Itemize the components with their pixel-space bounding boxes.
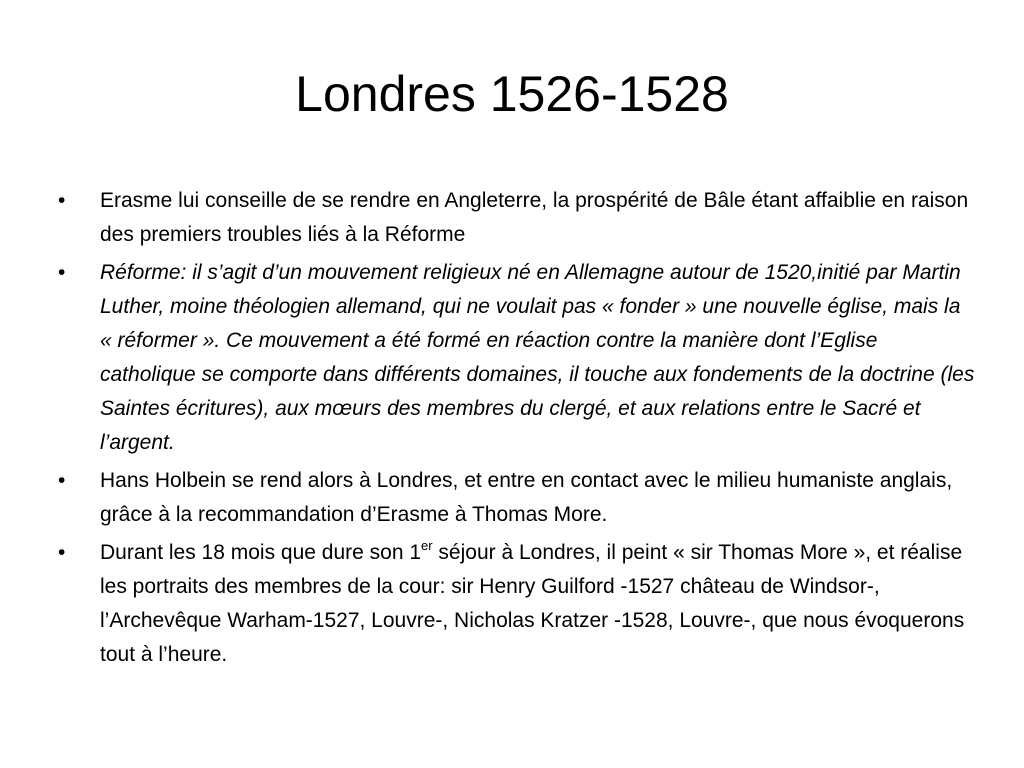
bullet-text: Erasme lui conseille de se rendre en Angleterre, la prospérité de Bâle étant affaiblie en raison des premiers troubles liés à la Réforme: [100, 189, 969, 246]
bullet-item-holbein: [56, 464, 976, 532]
bullet-text: Réforme: il s’agit d’un mouvement religieux né en Allemagne autour de 1520,initié par Martin Luther, moine théologien allemand, qui ne voulait pas « fonder » une nouvelle église, mais la « réformer ». Ce mouvement a été formé en réaction contre la manière dont l’Eglise catholique se comporte dans différents domaines, il touche aux fondements de la doctrine (les Saintes écritures), aux mœurs des membres du clergé, et aux relations entre le Sacré et l’argent.: [100, 261, 975, 454]
bullet-list: [56, 184, 976, 676]
bullet-icon: •: [58, 189, 66, 212]
bullet-icon: •: [58, 261, 66, 284]
slide-title: Londres 1526-1528: [295, 66, 729, 122]
bullet-item-erasme: [56, 184, 976, 252]
bullet-icon: •: [58, 469, 66, 492]
ordinal-superscript: er: [421, 538, 433, 553]
bullet-text-after: séjour à Londres, il peint « sir Thomas More », et réalise les portraits des membres de la cour: sir Henry Guilford -1527 château de Windsor-, l’Archevêque Warham-1527, Louvre-, Nicholas Kratzer -1528, Louvre-, que nous évoquerons tout à l’heure.: [100, 541, 965, 666]
bullet-text: [100, 538, 965, 666]
bullet-item-reforme: [56, 256, 976, 460]
bullet-icon: •: [58, 541, 66, 564]
bullet-text-before: Durant les 18 mois que dure son 1: [100, 541, 422, 564]
bullet-text: Hans Holbein se rend alors à Londres, et entre en contact avec le milieu humaniste anglais, grâce à la recommandation d’Erasme à Thomas More.: [100, 469, 953, 526]
bullet-item-sejour: [56, 536, 976, 672]
